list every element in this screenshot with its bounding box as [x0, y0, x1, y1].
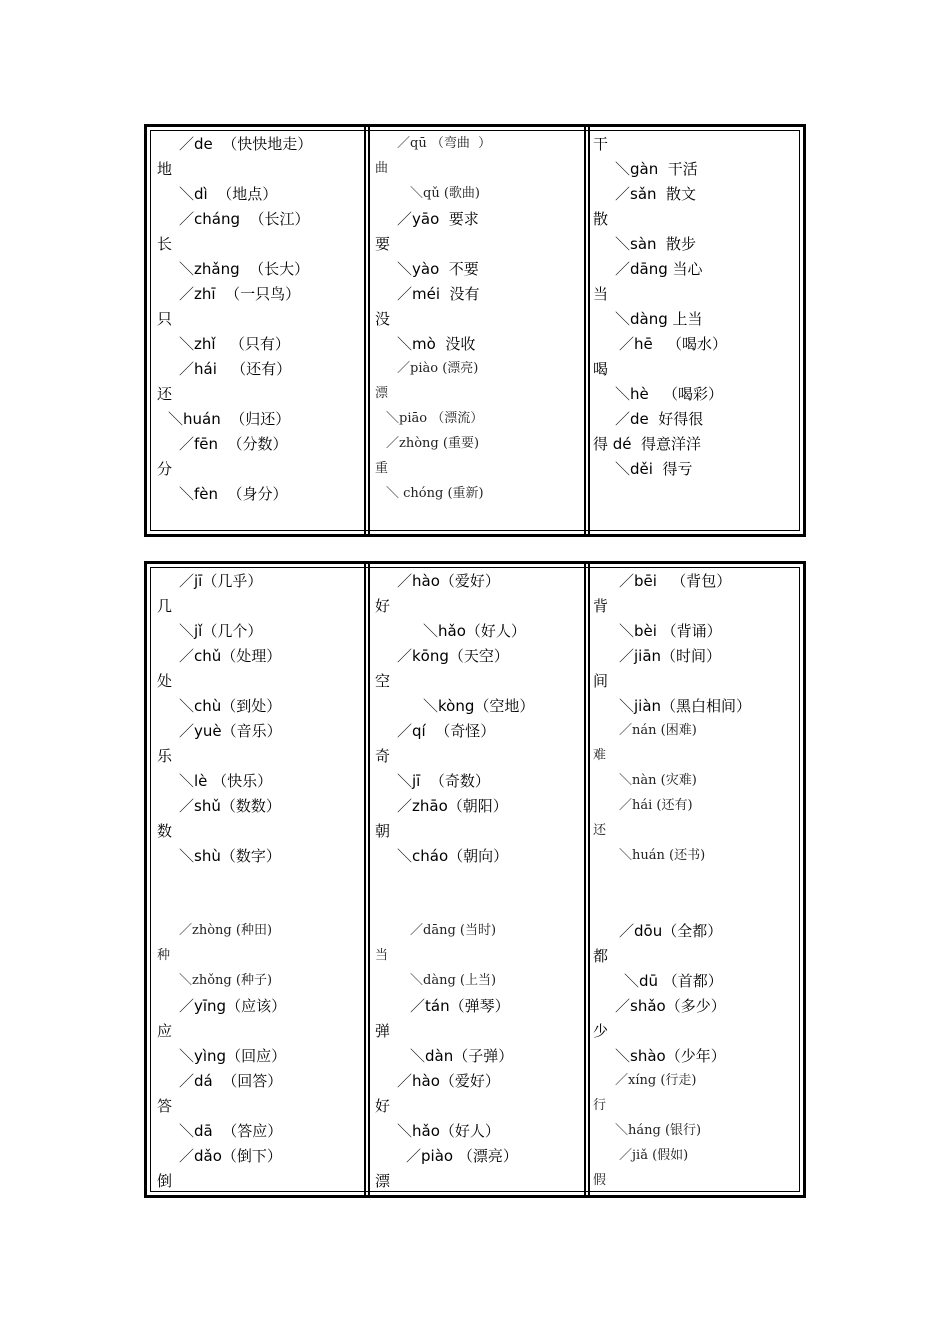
- pinyin-line: ／jiǎ (假如): [619, 1148, 689, 1163]
- character-line: 答: [157, 1097, 173, 1115]
- character-line: 处: [157, 672, 173, 690]
- pinyin-line: ／dāng 当心: [615, 260, 703, 278]
- character-line: 得 dé 得意洋洋: [593, 435, 702, 453]
- pinyin-line: ／yīng（应该）: [179, 997, 287, 1015]
- character-line: 漂: [375, 1172, 391, 1190]
- character-line: 干: [593, 135, 609, 153]
- column-separator: [584, 564, 586, 1195]
- column-separator: [368, 127, 370, 534]
- character-line: 地: [157, 160, 173, 178]
- pinyin-line: ＼kòng（空地）: [423, 697, 535, 715]
- pinyin-line: ＼jiàn（黑白相间）: [619, 697, 752, 715]
- character-line: 分: [157, 460, 173, 478]
- polyphone-table-1: [144, 124, 806, 537]
- pinyin-line: ／jī（几乎）: [179, 572, 263, 590]
- pinyin-line: ＼zhǐ （只有）: [179, 335, 290, 353]
- pinyin-line: ／de 好得很: [615, 410, 704, 428]
- character-line: 漂: [375, 386, 389, 401]
- character-line: 没: [375, 310, 391, 328]
- pinyin-line: ／kōng（天空）: [397, 647, 509, 665]
- pinyin-line: ＼hè （喝彩）: [615, 385, 724, 403]
- pinyin-line: ／cháng （长江）: [179, 210, 310, 228]
- pinyin-line: ／fēn （分数）: [179, 435, 288, 453]
- pinyin-line: ／zhī （一只鸟）: [179, 285, 301, 303]
- pinyin-line: ＼piāo （漂流）: [386, 411, 484, 426]
- pinyin-line: ／shǔ（数数）: [179, 797, 281, 815]
- pinyin-line: ＼hǎo（好人）: [397, 1122, 500, 1140]
- column-separator: [588, 127, 590, 534]
- pinyin-line: ／hào（爱好）: [397, 1072, 500, 1090]
- pinyin-line: ＼nàn (灾难): [619, 773, 697, 788]
- character-line: 要: [375, 235, 391, 253]
- character-line: 好: [375, 1097, 391, 1115]
- pinyin-line: ＼gàn 干活: [615, 160, 698, 178]
- pinyin-line: ＼fèn （身分）: [179, 485, 288, 503]
- character-line: 空: [375, 672, 391, 690]
- pinyin-line: ／zhāo（朝阳）: [397, 797, 508, 815]
- pinyin-line: ／shǎo（多少）: [615, 997, 726, 1015]
- character-line: 长: [157, 235, 173, 253]
- character-line: 难: [593, 748, 607, 763]
- pinyin-line: ＼cháo（朝向）: [397, 847, 509, 865]
- character-line: 还: [593, 823, 607, 838]
- pinyin-line: ＼lè （快乐）: [179, 772, 273, 790]
- character-line: 弹: [375, 1022, 391, 1040]
- pinyin-line: ／hái (还有): [619, 798, 693, 813]
- pinyin-line: ＼chù（到处）: [179, 697, 282, 715]
- pinyin-line: ／zhòng (种田): [179, 923, 273, 938]
- pinyin-line: ／chǔ（处理）: [179, 647, 282, 665]
- pinyin-line: ＼jī （奇数）: [397, 772, 490, 790]
- pinyin-line: ＼qǔ (歌曲): [410, 186, 480, 201]
- pinyin-line: ＼ chóng (重新): [386, 486, 484, 501]
- pinyin-line: ＼háng (银行): [615, 1123, 702, 1138]
- pinyin-line: ／piào （漂亮）: [406, 1147, 518, 1165]
- pinyin-line: ／sǎn 散文: [615, 185, 697, 203]
- character-line: 当: [593, 285, 609, 303]
- pinyin-line: ＼dàng (上当): [410, 973, 497, 988]
- character-line: 背: [593, 597, 609, 615]
- pinyin-line: ＼shào（少年）: [615, 1047, 726, 1065]
- character-line: 都: [593, 947, 609, 965]
- pinyin-line: ／qū （弯曲 ）: [397, 136, 492, 151]
- character-line: 当: [375, 948, 389, 963]
- pinyin-line: ＼dàn（子弹）: [410, 1047, 514, 1065]
- pinyin-line: ／piào (漂亮): [397, 361, 479, 376]
- pinyin-line: ／hái （还有）: [179, 360, 292, 378]
- pinyin-line: ＼sàn 散步: [615, 235, 697, 253]
- pinyin-line: ＼mò 没收: [397, 335, 476, 353]
- pinyin-line: ＼yào 不要: [397, 260, 479, 278]
- pinyin-line: ／méi 没有: [397, 285, 480, 303]
- character-line: 几: [157, 597, 173, 615]
- pinyin-line: ／jiān（时间）: [619, 647, 722, 665]
- pinyin-line: ＼shù（数字）: [179, 847, 281, 865]
- character-line: 只: [157, 310, 173, 328]
- character-line: 散: [593, 210, 609, 228]
- character-line: 重: [375, 461, 389, 476]
- column-separator: [364, 564, 366, 1195]
- character-line: 还: [157, 385, 173, 403]
- column-separator: [584, 127, 586, 534]
- character-line: 数: [157, 822, 173, 840]
- polyphone-table-2: [144, 561, 806, 1198]
- pinyin-line: ／bēi （背包）: [619, 572, 732, 590]
- pinyin-line: ＼bèi （背诵）: [619, 622, 722, 640]
- pinyin-line: ＼yìng（回应）: [179, 1047, 287, 1065]
- column-separator: [364, 127, 366, 534]
- character-line: 乐: [157, 747, 173, 765]
- character-line: 少: [593, 1022, 609, 1040]
- pinyin-line: ＼děi 得亏: [615, 460, 693, 478]
- character-line: 应: [157, 1022, 173, 1040]
- character-line: 假: [593, 1173, 607, 1188]
- pinyin-line: ＼dì （地点）: [179, 185, 278, 203]
- pinyin-line: ＼hǎo（好人）: [423, 622, 526, 640]
- pinyin-line: ／yāo 要求: [397, 210, 479, 228]
- pinyin-line: ／nán (困难): [619, 723, 697, 738]
- character-line: 朝: [375, 822, 391, 840]
- pinyin-line: ＼jǐ（几个）: [179, 622, 263, 640]
- pinyin-line: ／dōu（全都）: [619, 922, 723, 940]
- pinyin-line: ／zhòng (重要): [386, 436, 480, 451]
- character-line: 曲: [375, 161, 389, 176]
- pinyin-line: ＼huán （归还）: [168, 410, 291, 428]
- character-line: 喝: [593, 360, 609, 378]
- pinyin-line: ／qí （奇怪）: [397, 722, 496, 740]
- column-separator: [368, 564, 370, 1195]
- pinyin-line: ／xíng (行走): [615, 1073, 697, 1088]
- character-line: 行: [593, 1098, 607, 1113]
- pinyin-line: ＼huán (还书): [619, 848, 706, 863]
- column-separator: [588, 564, 590, 1195]
- pinyin-line: ＼dàng 上当: [615, 310, 703, 328]
- character-line: 间: [593, 672, 609, 690]
- pinyin-line: ＼zhǎng （长大）: [179, 260, 310, 278]
- pinyin-line: ＼dā （答应）: [179, 1122, 283, 1140]
- pinyin-line: ／tán（弹琴）: [410, 997, 510, 1015]
- character-line: 好: [375, 597, 391, 615]
- pinyin-line: ＼zhǒng (种子): [179, 973, 273, 988]
- character-line: 奇: [375, 747, 391, 765]
- pinyin-line: ／dāng (当时): [410, 923, 497, 938]
- pinyin-line: ＼dū （首都）: [624, 972, 723, 990]
- pinyin-line: ／dá （回答）: [179, 1072, 283, 1090]
- character-line: 倒: [157, 1172, 173, 1190]
- pinyin-line: ／de （快快地走）: [179, 135, 313, 153]
- pinyin-line: ／yuè（音乐）: [179, 722, 282, 740]
- pinyin-line: ／hē （喝水）: [619, 335, 728, 353]
- pinyin-line: ／dǎo（倒下）: [179, 1147, 282, 1165]
- pinyin-line: ／hào（爱好）: [397, 572, 500, 590]
- character-line: 种: [157, 948, 171, 963]
